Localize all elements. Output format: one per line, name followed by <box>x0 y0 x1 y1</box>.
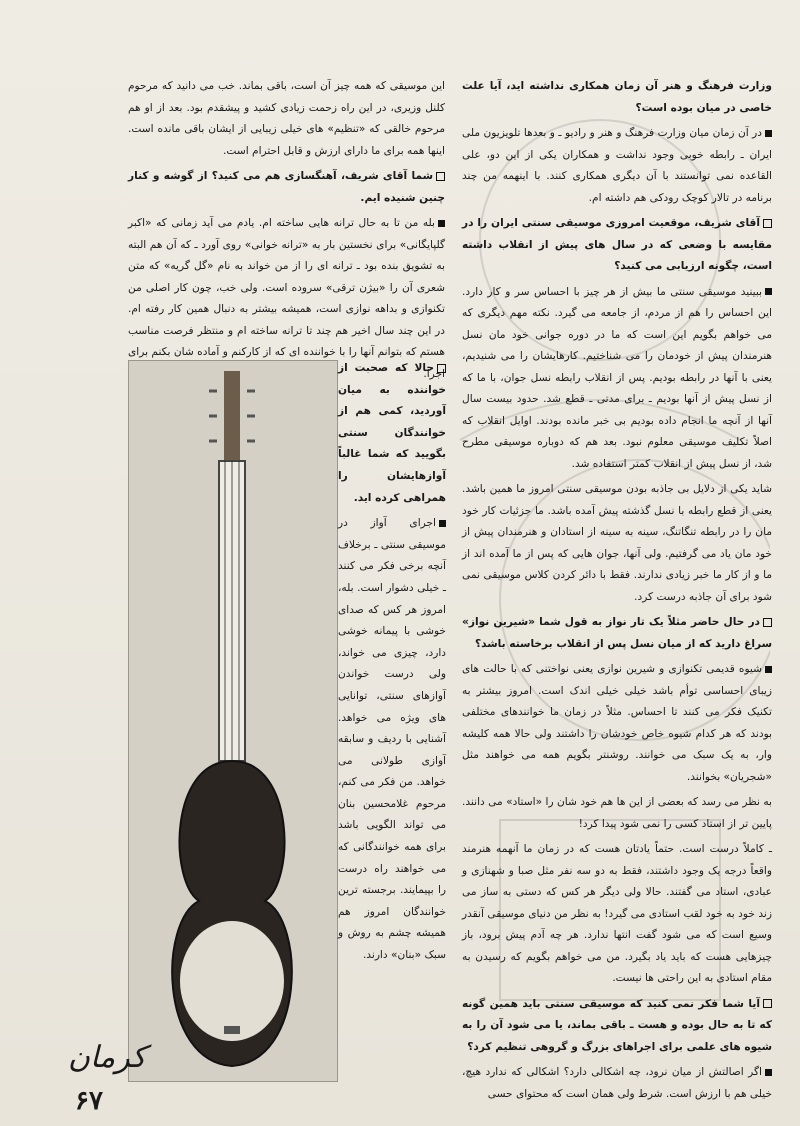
narrow-text-column <box>338 358 446 971</box>
question-marker-icon <box>437 364 446 373</box>
answer-marker-icon <box>438 220 445 227</box>
tar-illustration <box>129 361 337 1081</box>
question-marker-icon <box>763 618 772 627</box>
question: حالا که صحبت از خواننده به میان آوردید، کمی هم از خوانندگان سنتی بگویید که شما غالباً آوازهایشان را همراهی کرده اید. <box>338 362 446 504</box>
question-marker-icon <box>763 999 772 1008</box>
question: شما آقای شریف، آهنگسازی هم می کنید؟ از گوشه و کنار چنین شنیده ایم. <box>128 170 445 204</box>
paragraph: شاید یکی از دلایل بی جاذبه بودن موسیقی سنتی امروز ما همین باشد. یعنی از قطع رابطه با نسل گذشته پیش آمده باشد. ما جزئیات کار خود مان را در رابطه تنگاتنگ، سینه به سینه از استادان و هنرمندان پیش از خود مان یاد می گرفتیم. ولی آنها، جوان هایی که پس از ما آمده اند از ما و از کار ما خبر زیادی ندارند. فقط با دائر کردن کلاس موسیقی نمی شود برای آن جاذبه درست کرد. <box>462 483 772 603</box>
answer-marker-icon <box>765 130 772 137</box>
answer: شیوه قدیمی تکنوازی و شیرین نوازی یعنی نواختنی که با حالت های زیبای احساسی توأم باشد خیلی خیلی اندک است. امروز بیشتر به تکنیک فکر می کنند تا احساس. مثلاً در زمان ما خوانندهای مختلفی بودند که هر کدام شیوه خاص خودشان را داشتند ولی حالا همه کلیشه وار، به یک سبک می خوانند. روشنتر بگویم همه می خواهند مثل «شجریان» بخوانند. <box>462 663 772 783</box>
answer: اگر اصالتش از میان نرود، چه اشکالی دارد؟ اشکالی که ندارد هیچ، خیلی هم با ارزش است. شرط ولی همان است که محتوای حسی <box>462 1066 772 1100</box>
answer-marker-icon <box>765 1069 772 1076</box>
question: وزارت فرهنگ و هنر آن زمان همکاری نداشته اید، آیا علت خاصی در میان بوده است؟ <box>462 80 772 114</box>
right-text-column <box>462 76 772 1109</box>
paragraph: به نظر می رسد که بعضی از این ها هم خود شان را «استاد» می دانند. پایین تر از استاد کسی را نمی شود پیدا کرد! <box>462 796 772 830</box>
page-number: ۶۷ <box>75 1086 103 1116</box>
answer-marker-icon <box>765 288 772 295</box>
question-marker-icon <box>436 172 445 181</box>
answer-marker-icon <box>439 520 446 527</box>
tar-instrument-photo <box>128 360 338 1082</box>
answer: اجرای آواز در موسیقی سنتی ـ برخلاف آنچه برخی فکر می کنند ـ خیلی دشوار است. بله، امروز هر کس که صدای خوشی با پیمانه خوشی دارد، چیزی می خواند، ولی درست خواندن آوازهای سنتی، توانایی های ویژه می خواهد. آشنایی با ردیف و سابقه آوازی طولانی می خواهد. من فکر می کنم، مرحوم غلامحسین بنان می تواند الگویی باشد برای همه خوانندگانی که می خواهند راه درست را بپیمایند. برجسته ترین خوانندگان امروز هم همیشه چشم به روش و سبک «بنان» دارند. <box>338 517 446 962</box>
answer-marker-icon <box>765 666 772 673</box>
left-text-column <box>128 76 445 389</box>
question: در حال حاضر مثلاً یک تار نواز به قول شما «شیرین نواز» سراغ دارید که از میان نسل پس از انقلاب برخاسته باشد؟ <box>462 616 772 650</box>
question: آقای شریف، موقعیت امروزی موسیقی سنتی ایران را در مقایسه با وضعی که در سال های پیش از انقلاب داشته است، چگونه ارزیابی می کنید؟ <box>462 217 772 272</box>
answer: بله من تا به حال ترانه هایی ساخته ام. یادم می آید زمانی که «اکبر گلپایگانی» برای نخستین بار به «ترانه خوانی» روی آورد ـ که آن هم البته به تشویق بنده بود ـ ترانه ای را از من خواند به نام «گل گریه» که متن شعری آن را «بیژن ترقی» سروده است. ولی خب، چون کار اصلی من تکنوازی و بداهه نوازی است، همیشه بیشتر به دنبال همین کار رفته ام. در این چند سال اخیر هم چند تا ترانه ساخته ام و منتظر فرصت مناسب هستم که بتوانم آنها را با خواننده ای که از کارکنم و آماده شان بکنم برای اجرا. <box>128 217 445 380</box>
answer: در آن زمان میان وزارت فرهنگ و هنر و رادیو ـ و بعدها تلویزیون ملی ایران ـ رابطه خوبی وجود نداشت و همکاران یکی از این دو، علی القاعده نمی توانستند با آن دیگری همکاری کنند. با اینهمه من چند برنامه در تالار کوچک رودکی هم داشته ام. <box>462 127 772 204</box>
paragraph: این موسیقی که همه چیز آن است، باقی بماند. خب می دانید که مرحوم کلنل وزیری، در این راه زحمت زیادی کشید و پیشقدم بود. بعد از او هم مرحوم خالقی که «تنظیم» های خیلی زیبایی از ایشان باقی مانده است. اینها همه برای ما دارای ارزش و قابل احترام است. <box>128 80 445 157</box>
magazine-logo: کرمان <box>68 1040 147 1075</box>
question: آیا شما فکر نمی کنید که موسیقی سنتی باید همین گونه که تا به حال بوده و هست ـ باقی بماند، یا می شود آن را به شیوه های علمی برای اجراهای بزرگ و گروهی تنظیم کرد؟ <box>462 997 772 1053</box>
answer: ببینید موسیقی سنتی ما بیش از هر چیز با احساس سر و کار دارد. این احساس را هم از مردم، از جامعه می گیرد. نکته مهم دیگری که می خواهم بگویم این است که ما در دوره جوانی خود مان نسل هنرمندان پیش از خودمان را می شناختیم. کارهایشان را می شنیدیم، یعنی با آنها در رابطه بودیم. پس از انقلاب رابطه نسل جوان، با ما که از نسل پیش از آنها بودیم ـ برای مدتی ـ قطع شد. حدود بیست سال آنها از آنچه ما انجام داده بودیم بی خبر مانده بودند. اوایل انقلاب که اصلاً تکلیف موسیقی معلوم نبود. بعد هم که دوباره موسیقی مطرح شد، از نسل پیش از انقلاب کمتر استفاده شد. <box>462 285 772 470</box>
question-marker-icon <box>763 219 772 228</box>
paragraph: ـ کاملاً درست است. حتماً یادتان هست که در زمان ما آنهمه هنرمند واقعاً درجه یک وجود داشتند، فقط به دو سه نفر مثل صبا و شهنازی و عبادی، استاد می گفتند. حالا ولی دیگر هر کس که دستی به ساز می زند خود به خود لقب استادی می گیرد! به نظر من دنیای موسیقی آنقدر وسیع است که می شود گفت انتها ندارد. هر چه آدم پیش برود، باز چیزهایی هست که باید یاد بگیرد. من می خواهم بگویم که رسیدن به مقام استادی به این راحتی ها نیست. <box>462 843 772 984</box>
